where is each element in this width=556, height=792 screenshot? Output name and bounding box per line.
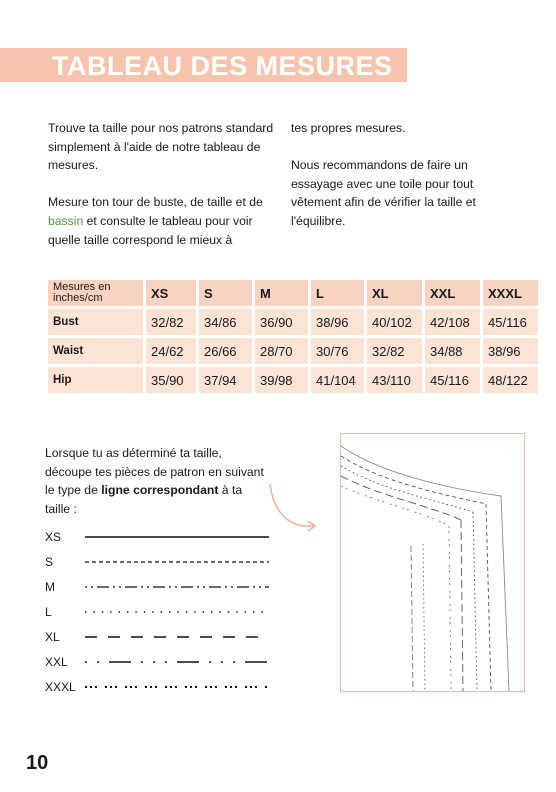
legend-label-l: L: [45, 605, 52, 619]
table-cell: 34/88: [425, 338, 480, 364]
long-dash-line-sample: [85, 628, 275, 646]
legend-row-xs: [45, 528, 285, 548]
table-cell: 39/98: [255, 367, 308, 393]
size-header-xxxl: XXXL: [483, 280, 538, 306]
page-number: 10: [26, 752, 49, 774]
corner-label-line-2: inches/cm: [53, 292, 103, 304]
pattern-detail-image: [340, 433, 525, 692]
size-header-xs: XS: [146, 280, 196, 306]
intro-paragraph-1: Trouve ta taille pour nos patrons standard simplement à l'aide de notre tableau de mesures.: [48, 121, 274, 173]
legend-label-xl: XL: [45, 630, 60, 644]
legend-label-xs: XS: [45, 530, 62, 544]
size-header-xxl: XXL: [425, 280, 480, 306]
cutting-lines-instructions: [45, 444, 265, 518]
legend-row-xxl: [45, 653, 285, 673]
legend-row-l: [45, 603, 285, 623]
table-cell: 42/108: [425, 309, 480, 335]
intro-p2-text-a: Mesure ton tour de buste, de taille et de: [48, 195, 263, 210]
title-banner: [0, 48, 407, 82]
bassin-highlight: bassin: [48, 213, 84, 228]
curved-arrow-icon: [266, 478, 326, 538]
table-cell: 37/94: [199, 367, 252, 393]
size-header-m: M: [255, 280, 308, 306]
table-cell: 30/76: [311, 338, 364, 364]
table-cell: 38/96: [483, 338, 538, 364]
legend-label-m: M: [45, 580, 55, 594]
table-header-row: [48, 280, 538, 306]
table-cell: 24/62: [146, 338, 196, 364]
intro-right-column: [291, 119, 501, 249]
dash-dot-dot-line-sample: [85, 653, 275, 671]
pattern-lines-illustration: [341, 434, 524, 691]
intro-paragraph-2: [48, 193, 278, 249]
table-cell: 32/82: [146, 309, 196, 335]
corner-label-line-1: Mesures en: [53, 281, 111, 293]
triple-dot-line-sample: [85, 678, 275, 696]
legend-row-m: [45, 578, 285, 598]
table-row: [48, 367, 538, 393]
size-chart-table: [45, 277, 541, 396]
table-cell: 40/102: [367, 309, 422, 335]
table-cell: 34/86: [199, 309, 252, 335]
dotted-line-sample: [85, 603, 275, 621]
table-row: [48, 309, 538, 335]
table-cell: 28/70: [255, 338, 308, 364]
row-label-waist: Waist: [48, 338, 143, 364]
intro-paragraph-3: tes propres mesures.: [291, 121, 406, 135]
row-label-hip: Hip: [48, 367, 143, 393]
table-cell: 38/96: [311, 309, 364, 335]
instructions-text-b: à ta taille :: [45, 483, 243, 516]
row-label-bust: Bust: [48, 309, 143, 335]
page-title: TABLEAU DES MESURES: [52, 51, 393, 81]
table-cell: 26/66: [199, 338, 252, 364]
solid-line-sample: [85, 528, 275, 546]
table-cell: 35/90: [146, 367, 196, 393]
legend-row-xxxl: [45, 678, 285, 698]
table-cell: 48/122: [483, 367, 538, 393]
legend-row-s: [45, 553, 285, 573]
table-cell: 43/110: [367, 367, 422, 393]
table-cell: 45/116: [425, 367, 480, 393]
dash-dot-line-sample: [85, 578, 275, 596]
size-header-xl: XL: [367, 280, 422, 306]
intro-p2-text-b: et consulte le tableau pour voir quelle taille correspond le mieux à: [48, 213, 253, 247]
legend-label-xxxl: XXXL: [45, 680, 76, 694]
table-row: [48, 338, 538, 364]
instructions-text-a: Lorsque tu as déterminé ta taille, découpe tes pièces de patron en suivant le type de: [45, 446, 264, 498]
table-cell: 32/82: [367, 338, 422, 364]
table-cell: 45/116: [483, 309, 538, 335]
table-corner-cell: [48, 280, 143, 306]
dashed-line-sample: [85, 553, 275, 571]
instructions-bold: ligne correspondant: [101, 483, 219, 498]
legend-label-xxl: XXL: [45, 655, 68, 669]
intro-left-column: [48, 119, 278, 268]
intro-paragraph-4: Nous recommandons de faire un essayage avec une toile pour tout vêtement afin de vérifier la taille et l'équilibre.: [291, 158, 476, 228]
size-header-s: S: [199, 280, 252, 306]
legend-row-xl: [45, 628, 285, 648]
legend-label-s: S: [45, 555, 54, 569]
table-cell: 36/90: [255, 309, 308, 335]
size-header-l: L: [311, 280, 364, 306]
table-cell: 41/104: [311, 367, 364, 393]
